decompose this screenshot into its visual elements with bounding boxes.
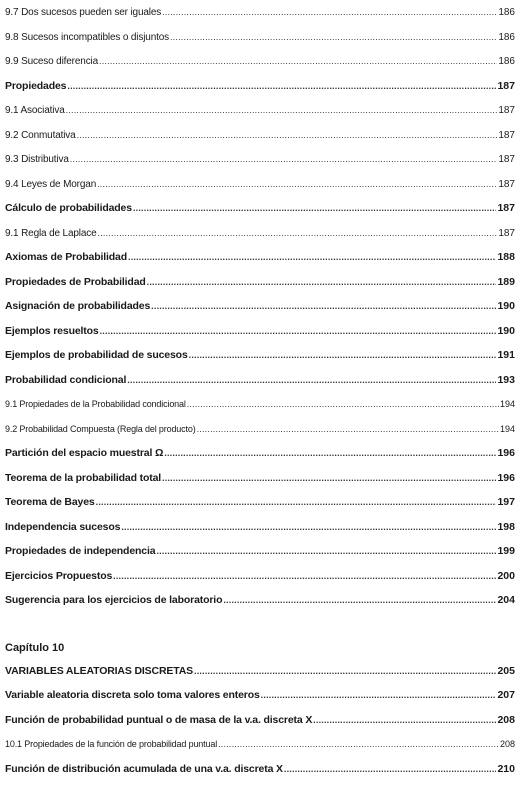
toc-entry-page-number: 188 [497, 251, 515, 263]
toc-entry[interactable] [5, 221, 515, 246]
dot-leader [156, 539, 496, 564]
toc-entry-title: Teorema de la probabilidad total [5, 471, 162, 484]
toc-entry[interactable] [5, 294, 515, 319]
toc-entry-page-number: 205 [497, 664, 515, 677]
toc-entry[interactable] [5, 683, 515, 708]
toc-entry-page-number: 208 [497, 713, 515, 726]
toc-entry-page-number: 187 [498, 178, 515, 190]
toc-entry[interactable] [5, 732, 515, 757]
toc-entry[interactable] [5, 441, 515, 466]
toc-entry-page-number: 196 [497, 447, 515, 459]
toc-entry[interactable] [5, 147, 515, 172]
toc-entry-page-number: 194 [499, 423, 515, 434]
toc-entry[interactable] [5, 708, 515, 733]
toc-entry-page-number: 194 [499, 399, 515, 409]
toc-entry[interactable] [5, 392, 515, 417]
toc-entry-title: Probabilidad condicional [5, 373, 127, 386]
toc-entry-title: VARIABLES ALEATORIAS DISCRETAS [5, 664, 194, 677]
toc-entry-page-number: 187 [498, 105, 515, 116]
toc-section-chapter-10 [5, 659, 515, 782]
dot-leader [189, 343, 497, 368]
toc-entry-page-number: 204 [497, 594, 515, 606]
toc-entry-title: 10.1 Propiedades de la función de probabilidad puntual [5, 739, 218, 749]
toc-entry-title: 9.9 Suceso diferencia [5, 56, 99, 67]
dot-leader [313, 708, 496, 733]
dot-leader [170, 25, 497, 50]
toc-entry[interactable] [5, 74, 515, 99]
toc-entry-page-number: 189 [497, 275, 515, 288]
toc-entry[interactable] [5, 659, 515, 684]
toc-entry[interactable] [5, 490, 515, 515]
toc-entry[interactable] [5, 0, 515, 25]
toc-entry-title: Sugerencia para los ejercicios de laboratorio [5, 594, 223, 606]
toc-entry-title: 9.3 Distributiva [5, 154, 69, 165]
toc-entry-page-number: 187 [497, 202, 515, 214]
toc-entry[interactable] [5, 123, 515, 148]
dot-leader [162, 466, 496, 491]
dot-leader [97, 172, 497, 197]
dot-leader [77, 123, 498, 148]
dot-leader [66, 98, 498, 123]
toc-entry-title: Ejercicios Propuestos [5, 569, 113, 582]
dot-leader [187, 392, 499, 417]
toc-entry[interactable] [5, 98, 515, 123]
toc-entry[interactable] [5, 270, 515, 295]
toc-entry-page-number: 208 [499, 739, 515, 749]
toc-entry[interactable] [5, 196, 515, 221]
dot-leader [218, 732, 499, 757]
toc-entry[interactable] [5, 466, 515, 491]
dot-leader [70, 147, 498, 172]
toc-entry-title: 9.2 Probabilidad Compuesta (Regla del producto) [5, 423, 196, 434]
toc-entry-title: Función de distribución acumulada de una v.a. discreta X [5, 762, 283, 775]
toc-list [5, 0, 515, 781]
dot-leader [223, 588, 496, 613]
toc-entry-page-number: 197 [497, 496, 515, 508]
dot-leader [99, 49, 497, 74]
toc-entry[interactable] [5, 49, 515, 74]
toc-entry-title: 9.8 Sucesos incompatibles o disjuntos [5, 31, 169, 43]
toc-entry-title: Ejemplos de probabilidad de sucesos [5, 349, 188, 361]
dot-leader [67, 74, 496, 99]
toc-entry-page-number: 196 [497, 471, 515, 484]
toc-entry-title: Variable aleatoria discreta solo toma valores enteros [5, 689, 260, 701]
toc-entry-title: Propiedades [5, 79, 67, 92]
toc-entry-title: Ejemplos resueltos [5, 324, 99, 337]
toc-entry[interactable] [5, 25, 515, 50]
toc-entry-page-number: 200 [497, 569, 515, 582]
dot-leader [127, 368, 496, 393]
toc-entry-page-number: 191 [497, 349, 515, 361]
toc-entry[interactable] [5, 368, 515, 393]
dot-leader [164, 441, 496, 466]
toc-entry-title: 9.1 Propiedades de la Probabilidad condicional [5, 399, 186, 409]
toc-entry-page-number: 187 [497, 79, 515, 92]
toc-entry-title: Asignación de probabilidades [5, 300, 151, 312]
toc-entry-page-number: 210 [497, 762, 515, 775]
dot-leader [113, 564, 496, 589]
toc-entry[interactable] [5, 539, 515, 564]
dot-leader [133, 196, 497, 221]
dot-leader [98, 221, 498, 246]
toc-entry[interactable] [5, 515, 515, 540]
toc-entry[interactable] [5, 588, 515, 613]
toc-entry-title: Axiomas de Probabilidad [5, 251, 127, 263]
toc-entry-page-number: 190 [497, 300, 515, 312]
toc-entry-page-number: 199 [497, 545, 515, 557]
toc-entry-title: Función de probabilidad puntual o de masa de la v.a. discreta X [5, 713, 313, 726]
toc-entry-page-number: 207 [497, 689, 515, 701]
toc-entry-page-number: 186 [498, 56, 515, 67]
toc-entry-title: Teorema de Bayes [5, 496, 95, 508]
dot-leader [162, 0, 497, 25]
dot-leader [197, 417, 499, 442]
toc-entry-page-number: 193 [497, 373, 515, 386]
dot-leader [261, 683, 497, 708]
toc-entry-title: 9.4 Leyes de Morgan [5, 178, 97, 190]
chapter-heading: Capítulo 10 [5, 641, 65, 654]
toc-entry[interactable] [5, 417, 515, 442]
toc-entry-title: 9.7 Dos sucesos pueden ser iguales [5, 7, 162, 18]
toc-entry-page-number: 187 [498, 129, 515, 141]
toc-entry[interactable] [5, 245, 515, 270]
dot-leader [194, 659, 496, 684]
toc-entry-page-number: 198 [497, 520, 515, 533]
toc-entry[interactable] [5, 343, 515, 368]
toc-entry-title: Propiedades de independencia [5, 545, 156, 557]
toc-entry[interactable] [5, 319, 515, 344]
section-gap [5, 613, 515, 637]
toc-entry[interactable] [5, 564, 515, 589]
toc-entry-title: 9.1 Regla de Laplace [5, 227, 97, 239]
toc-entry-title: Partición del espacio muestral Ω [5, 447, 164, 459]
dot-leader [96, 490, 497, 515]
toc-entry-title: Propiedades de Probabilidad [5, 275, 146, 288]
toc-entry-page-number: 187 [498, 227, 515, 239]
dot-leader [128, 245, 496, 270]
toc-section-chapter-9 [5, 0, 515, 613]
toc-entry[interactable] [5, 757, 515, 782]
toc-entry-title: 9.1 Asociativa [5, 105, 65, 116]
toc-entry-page-number: 190 [497, 324, 515, 337]
dot-leader [100, 319, 497, 344]
toc-entry-title: Cálculo de probabilidades [5, 202, 132, 214]
dot-leader [151, 294, 496, 319]
dot-leader [121, 515, 496, 540]
toc-entry-page-number: 186 [498, 31, 515, 43]
dot-leader [147, 270, 497, 295]
toc-entry[interactable] [5, 172, 515, 197]
toc-entry-title: Independencia sucesos [5, 520, 121, 533]
dot-leader [284, 757, 497, 782]
toc-entry-title: 9.2 Conmutativa [5, 129, 76, 141]
toc-entry-page-number: 186 [498, 7, 515, 18]
toc-entry-page-number: 187 [498, 154, 515, 165]
